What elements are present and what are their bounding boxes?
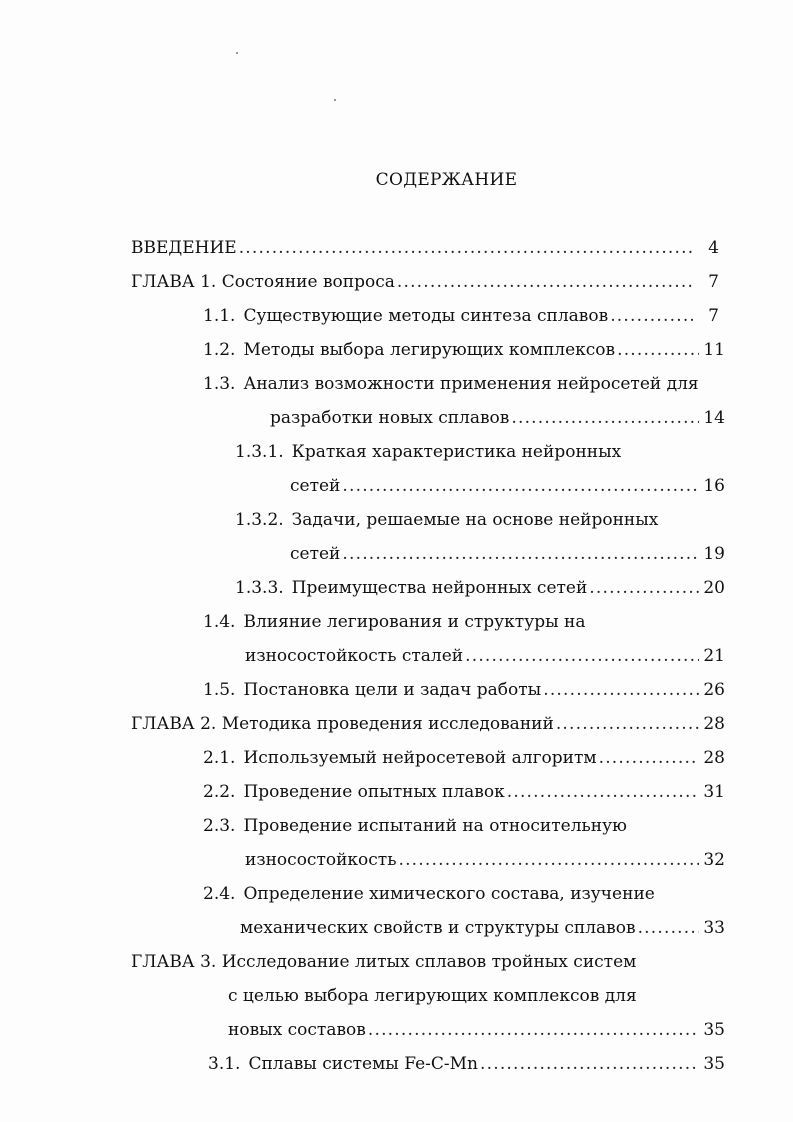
- toc-entry-text: Сплавы системы Fe-C-Mn: [248, 1054, 479, 1074]
- dot-leader: [543, 678, 699, 702]
- toc-entry-text: сетей: [290, 544, 341, 564]
- toc-entry-text: Проведение испытаний на относительную: [243, 816, 627, 836]
- toc-entry-text: Используемый нейросетевой алгоритм: [243, 748, 597, 768]
- dot-leader: [397, 270, 693, 294]
- toc-entry: [131, 712, 725, 736]
- dot-leader: [556, 712, 699, 736]
- toc-page-number: 20: [703, 578, 725, 598]
- dot-leader: [610, 304, 693, 328]
- toc-entry: [203, 678, 725, 702]
- toc-entry-text: ГЛАВА 1. Состояние вопроса: [131, 272, 395, 292]
- toc-entry: [203, 780, 725, 804]
- toc-page-number: 16: [703, 476, 725, 496]
- toc-entry-text: износостойкость сталей: [245, 646, 464, 666]
- toc-entry-text: новых составов: [228, 1020, 366, 1040]
- toc-entry-text: ГЛАВА 3. Исследование литых сплавов тройных систем: [131, 952, 637, 972]
- dot-leader: [599, 746, 699, 770]
- toc-entry-text: Постановка цели и задач работы: [243, 680, 542, 700]
- toc-entry: [203, 338, 725, 362]
- dot-leader: [617, 338, 699, 362]
- toc-entry-continuation: [290, 474, 725, 498]
- dot-leader: [638, 916, 699, 940]
- dot-leader: [398, 848, 699, 872]
- toc-entry-number: 1.4.: [203, 612, 236, 632]
- toc-entry-text: ГЛАВА 2. Методика проведения исследований: [131, 714, 554, 734]
- toc-entry: [131, 236, 719, 260]
- toc-page-number: 28: [703, 714, 725, 734]
- toc-entry-text: Преимущества нейронных сетей: [291, 578, 588, 598]
- toc-entry-continuation: [228, 984, 725, 1008]
- toc-entry-number: 3.1.: [208, 1054, 241, 1074]
- toc-entry-text: Влияние легирования и структуры на: [243, 612, 586, 632]
- toc-page-number: 11: [703, 340, 725, 360]
- toc-entry-text: Методы выбора легирующих комплексов: [243, 340, 616, 360]
- toc-entry-number: 1.3.2.: [235, 510, 284, 530]
- toc-page-number: 28: [703, 748, 725, 768]
- toc-page-number: 31: [703, 782, 725, 802]
- toc-entry: [235, 508, 725, 532]
- page-title: СОДЕРЖАНИЕ: [375, 170, 518, 190]
- dot-leader: [465, 644, 699, 668]
- dot-leader: [480, 1052, 699, 1076]
- toc-entry-text: с целью выбора легирующих комплексов для: [228, 986, 637, 1006]
- toc-entry-continuation: [240, 916, 725, 940]
- toc-page-number: 26: [703, 680, 725, 700]
- toc-entry: [203, 746, 725, 770]
- toc-entry-text: Существующие методы синтеза сплавов: [243, 306, 609, 326]
- toc-entry-number: 1.3.3.: [235, 578, 284, 598]
- toc-entry-continuation: [270, 406, 725, 430]
- toc-entry: [131, 270, 719, 294]
- toc-entry-continuation: [245, 848, 725, 872]
- toc-entry-text: Краткая характеристика нейронных: [291, 442, 622, 462]
- toc-entry-text: механических свойств и структуры сплавов: [240, 918, 636, 938]
- toc-page-number: 21: [703, 646, 725, 666]
- toc-entry-number: 1.1.: [203, 306, 236, 326]
- toc-entry: [131, 950, 725, 974]
- toc-entry: [203, 610, 725, 634]
- toc-entry-continuation: [228, 1018, 725, 1042]
- toc-entry-continuation: [290, 542, 725, 566]
- toc-entry-number: 1.2.: [203, 340, 236, 360]
- toc-entry: [203, 882, 725, 906]
- toc-entry-text: ВВЕДЕНИЕ: [131, 238, 237, 258]
- dot-leader: [507, 780, 699, 804]
- toc-entry: [203, 372, 725, 396]
- toc-page-number: 32: [703, 850, 725, 870]
- toc-entry: [203, 814, 725, 838]
- toc-entry-number: 1.3.1.: [235, 442, 284, 462]
- toc-entry-text: Проведение опытных плавок: [243, 782, 505, 802]
- toc-page-number: 7: [708, 306, 719, 326]
- dot-leader: [342, 542, 699, 566]
- dot-leader: [342, 474, 699, 498]
- toc-page-number: 33: [703, 918, 725, 938]
- toc-page-number: 7: [708, 272, 719, 292]
- toc-entry-number: 2.3.: [203, 816, 236, 836]
- toc-entry: [203, 304, 719, 328]
- dot-leader: [589, 576, 699, 600]
- toc-page-number: 35: [703, 1054, 725, 1074]
- dot-leader: [368, 1018, 699, 1042]
- toc-page-number: 4: [708, 238, 719, 258]
- toc-entry-number: 1.5.: [203, 680, 236, 700]
- toc-entry: [235, 576, 725, 600]
- toc-page-number: 14: [703, 408, 725, 428]
- toc-entry-text: сетей: [290, 476, 341, 496]
- toc-entry-text: износостойкость: [245, 850, 397, 870]
- dot-leader: [239, 236, 693, 260]
- toc-entry: [235, 440, 725, 464]
- scan-speck: [334, 99, 336, 101]
- dot-leader: [511, 406, 699, 430]
- toc-page-number: 19: [703, 544, 725, 564]
- toc-entry-text: разработки новых сплавов: [270, 408, 510, 428]
- toc-page-number: 35: [703, 1020, 725, 1040]
- toc-entry-text: Анализ возможности применения нейросетей для: [243, 374, 699, 394]
- toc-entry-number: 2.1.: [203, 748, 236, 768]
- toc-entry-number: 1.3.: [203, 374, 236, 394]
- toc-entry-continuation: [245, 644, 725, 668]
- toc-entry-number: 2.4.: [203, 884, 236, 904]
- toc-entry-text: Определение химического состава, изучение: [243, 884, 655, 904]
- toc-entry-number: 2.2.: [203, 782, 236, 802]
- toc-entry: [208, 1052, 725, 1076]
- toc-entry-text: Задачи, решаемые на основе нейронных: [291, 510, 659, 530]
- scan-speck: [236, 52, 238, 54]
